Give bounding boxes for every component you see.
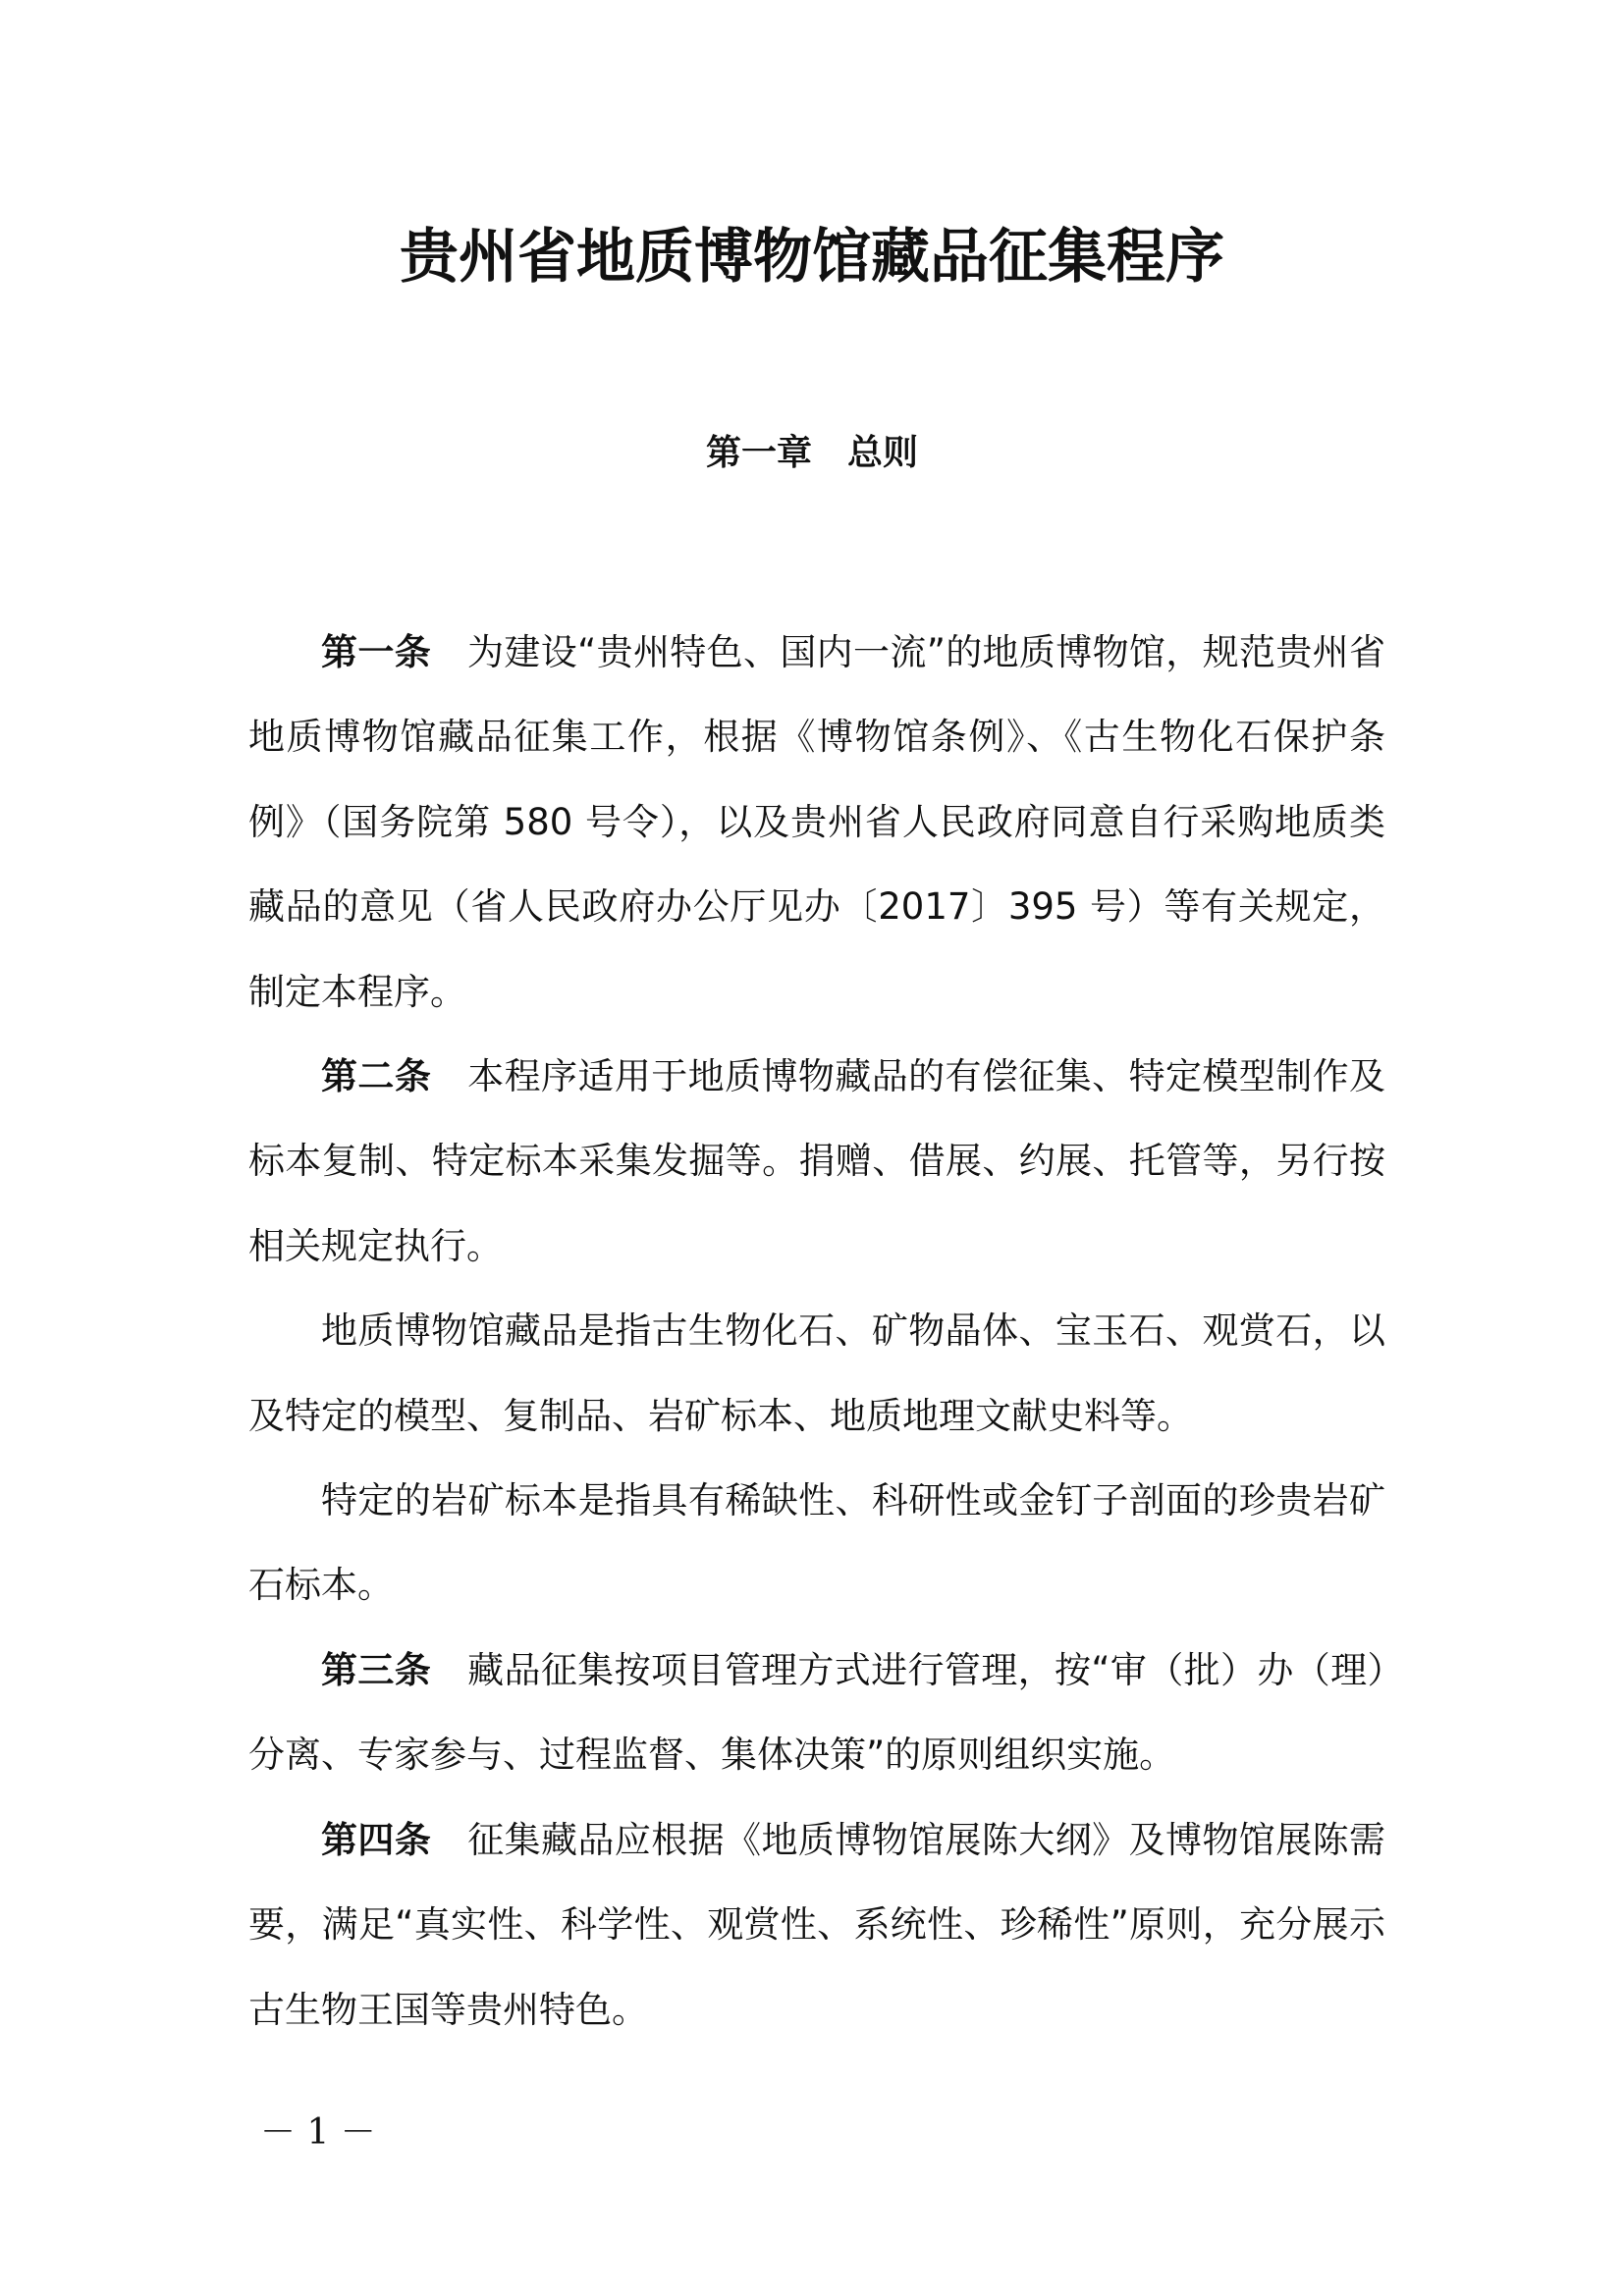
paragraph — [248, 1459, 1385, 1629]
article-label: 第三条 — [321, 1648, 432, 1691]
article-3 — [248, 1629, 1385, 1798]
document-title: 贵州省地质博物馆藏品征集程序 — [400, 223, 1224, 292]
article-text: 本程序适用于地质博物藏品的有偿征集、特定模型制作及标本复制、特定标本采集发掘等。捐赠、借展、约展、托管等，另行按相关规定执行。 — [248, 1055, 1386, 1267]
article-2 — [248, 1035, 1385, 1289]
article-label: 第一条 — [321, 631, 432, 673]
chapter-heading: 第一章 总则 — [705, 433, 918, 473]
article-text: 征集藏品应根据《地质博物馆展陈大纲》及博物馆展陈需要，满足“真实性、科学性、观赏性、系统性、珍稀性”原则，充分展示古生物王国等贵州特色。 — [248, 1818, 1386, 2031]
article-label: 第四条 — [321, 1818, 432, 1861]
article-text: 藏品征集按项目管理方式进行管理，按“审（批）办（理）分离、专家参与、过程监督、集体决策”的原则组织实施。 — [248, 1648, 1385, 1777]
article-4 — [248, 1798, 1385, 2053]
article-1 — [248, 611, 1385, 1035]
article-text: 为建设“贵州特色、国内一流”的地质博物馆，规范贵州省地质博物馆藏品征集工作，根据《博物馆条例》、《古生物化石保护条例》（国务院第 580 号令），以及贵州省人民政府同意自行采购地质类藏品的意见（省人民政府办公厅见办〔2017〕395 号）等有关规定，制定本程序。 — [248, 631, 1386, 1013]
paragraph — [248, 1289, 1385, 1459]
paragraph-text: 地质博物馆藏品是指古生物化石、矿物晶体、宝玉石、观赏石，以及特定的模型、复制品、岩矿标本、地质地理文献史料等。 — [248, 1309, 1385, 1437]
page-number: － 1 － — [260, 2112, 376, 2153]
paragraph-text: 特定的岩矿标本是指具有稀缺性、科研性或金钉子剖面的珍贵岩矿石标本。 — [248, 1479, 1385, 1607]
article-label: 第二条 — [321, 1055, 432, 1098]
document-body — [248, 611, 1385, 2053]
